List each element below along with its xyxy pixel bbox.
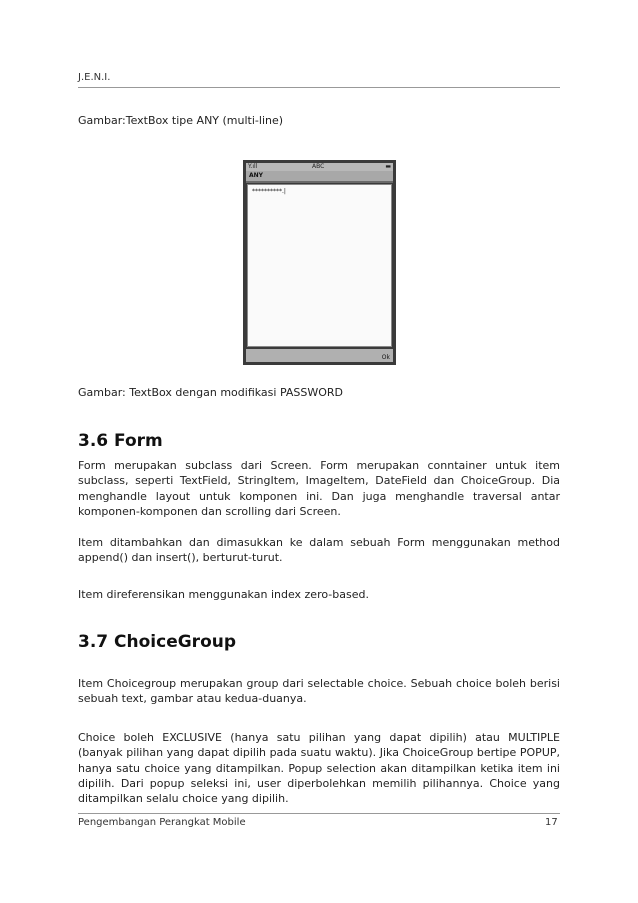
form-paragraph-2: Item ditambahkan dan dimasukkan ke dalam sebuah Form menggunakan method append() dan insert(), berturut-turut.	[78, 536, 560, 565]
page-number: 17	[545, 817, 558, 828]
signal-icon: Y.ıll	[248, 163, 258, 170]
textbox-area[interactable]	[247, 184, 392, 347]
choicegroup-paragraph-2: Choice boleh EXCLUSIVE (hanya satu pilihan yang dapat dipilih) atau MULTIPLE (banyak pilihan yang dapat dipilih pada suatu waktu). Jika ChoiceGroup bertipe POPUP, hanya satu choice yang ditampilkan. Popup selection akan ditampilkan ketika item ini dipilih. Dari popup seleksi ini, user diperbolehkan memilih pilihannya. Choice yang ditampilkan selalu choice yang dipilih.	[78, 731, 560, 806]
header-divider	[78, 87, 560, 88]
figure-caption-1: Gambar:TextBox tipe ANY (multi-line)	[78, 114, 284, 127]
phone-status-bar	[246, 163, 393, 171]
footer-divider	[78, 813, 560, 814]
form-paragraph-3: Item direferensikan menggunakan index zero-based.	[78, 588, 369, 601]
ok-softkey[interactable]: Ok	[381, 354, 390, 361]
section-heading-form: 3.6 Form	[78, 431, 163, 451]
phone-title-separator	[246, 181, 393, 183]
figure-caption-2: Gambar: TextBox dengan modifikasi PASSWORD	[78, 386, 344, 399]
password-entry-text: **********.|	[252, 188, 286, 195]
form-paragraph-1: Form merupakan subclass dari Screen. Form merupakan conntainer untuk item subclass, seperti TextField, StringItem, ImageItem, DateField dan ChoiceGroup. Dia menghandle layout untuk komponen ini. Dan juga menghandle traversal antar komponen-komponen dan scrolling dari Screen.	[78, 459, 560, 518]
battery-icon: ▬	[385, 163, 391, 170]
phone-softkey-bar	[246, 349, 393, 362]
input-mode-indicator: ABC	[312, 163, 325, 170]
choicegroup-paragraph-1: Item Choicegroup merupakan group dari selectable choice. Sebuah choice boleh berisi sebuah text, gambar atau kedua-duanya.	[78, 677, 560, 706]
running-header: J.E.N.I.	[78, 72, 111, 83]
textbox-title: ANY	[249, 172, 264, 179]
footer-title: Pengembangan Perangkat Mobile	[78, 817, 246, 828]
phone-title-bar	[246, 171, 393, 181]
phone-screenshot	[243, 160, 396, 365]
section-heading-choicegroup: 3.7 ChoiceGroup	[78, 632, 237, 652]
